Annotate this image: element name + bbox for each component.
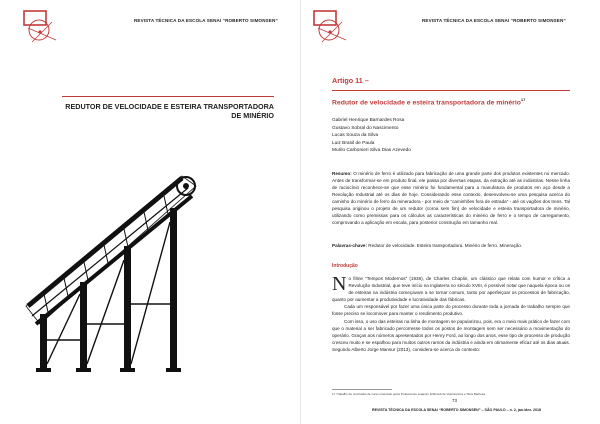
title-rule — [62, 96, 274, 97]
footnote: 17 Trabalho de conclusão de curso orientado pelos Professores Joaquim Erbhardt de Vasconcelos e Silva Barbosa. — [332, 392, 486, 396]
article-title — [332, 97, 525, 106]
keywords-label: Palavras-chave: — [332, 243, 367, 248]
footnote-rule — [332, 389, 392, 390]
author-list — [332, 117, 411, 155]
section-heading-introduction: Introdução — [332, 263, 358, 269]
page-title-line1: REDUTOR DE VELOCIDADE E ESTEIRA TRANSPORTADORA — [65, 102, 274, 111]
author: Gustavo Sobral do Nascimento — [332, 125, 399, 131]
drop-cap: N — [332, 273, 347, 295]
abstract-text: O minério de ferro é utilizado para fabricação de uma grande parte dos produtos existentes no mercado. Antes de transformar-se em produto final, ele passa por diversas etapas, da extração até as indústrias. Nesse linha de raciocínio reconhece-se que esse minério foi fundamental para a manufatura de produtos em aço desde a Revolução Industrial até os dias de hoje. Considerando esse contexto, desenvolveu-se uma pesquisa acerca do caminho do minério de ferro da mineradora - por meio de “caminhões fora de estrada” - até os vagões dos trens. Tal pesquisa originou o projeto de um redutor (coroa sem fim) de velocidade e esteira transportadora de minério, utilizando como premissas para os cálculos as características do minério de ferro e o tempo de carregamento, comprovando a aplicação em escala, para posterior construção em tamanho real. — [332, 171, 570, 225]
keywords — [332, 243, 570, 248]
intro-paragraph: Cada um responsável por fazer uma única parte do processo durante toda a jornada de trabalho sempre que fosse preciso se locomover para manter o rendimento produtivo. — [332, 304, 570, 317]
page-title — [62, 102, 274, 120]
author: Gabriel Henrique Barnardes Rosa — [332, 118, 405, 123]
article-label: Artigo 11 – — [332, 76, 369, 85]
journal-logo-icon — [22, 8, 58, 44]
intro-paragraph: Com isso, o uso das esteiras na linha de montagem se popularizou, pois, era o meio mais prático de fazer com que o material a ser fabricado percorresse todos os postos de montagem sem ser necessário a movimentação do operário. Graças aos números apresentados por Henry Ford, ao longo dos anos, esse tipo de processo de produção cresceu muito e se espalhou para muitos outros ramos da indústria e ainda em otimamente eficaz até os dias atuais. Segundo Alberto Jorge Mansur (2013), considera-se acerca do contexto: — [332, 318, 570, 352]
introduction-body — [332, 275, 570, 353]
article-title-text: Redutor de velocidade e esteira transportadora de minério — [332, 99, 521, 107]
journal-header: REVISTA TÉCNICA DA ESCOLA SENAI “ROBERTO SIMONSEN” — [134, 18, 278, 23]
page-title-line2: DE MINÉRIO — [231, 111, 274, 120]
keywords-text: Redutor de velocidade. Esteira transportadora. Minério de ferro. Mineração. — [368, 243, 523, 248]
author: Luiz Brasil de Paula — [332, 140, 375, 146]
author: Murilo Carbonieri Silva Dias Azevedo — [332, 148, 411, 154]
page-number: 73 — [452, 398, 457, 403]
page-footer: REVISTA TÉCNICA DA ESCOLA SENAI “ROBERTO SIMONSEN” – SÃO PAULO – n. 2, jan./dez. 2018 — [372, 408, 541, 412]
intro-paragraph: o filme “Tempos Modernos” (1936), de Charles Chaplin, um clássico que relata com humor e crítica a Revolução Industrial, que teve início na Inglaterra no século XVIII, é possível notar que naquela época ou os de esteiras na indústria começavam a se tornar comum, tanto por aperfeiçoar os processos de fabricação, quanto por aumentar a produtividade e lucratividade das fábricas. — [332, 276, 570, 303]
author: Lucas Souza da Silva — [332, 133, 379, 139]
conveyor-belt-illustration — [24, 164, 200, 374]
footnote-marker: 17 — [520, 97, 526, 102]
article-rule — [332, 90, 570, 91]
journal-header-right: REVISTA TÉCNICA DA ESCOLA SENAI “ROBERTO SIMONSEN” — [422, 18, 566, 23]
journal-logo-icon — [312, 8, 348, 44]
abstract — [332, 170, 570, 226]
abstract-label: Resumo: — [332, 171, 352, 176]
